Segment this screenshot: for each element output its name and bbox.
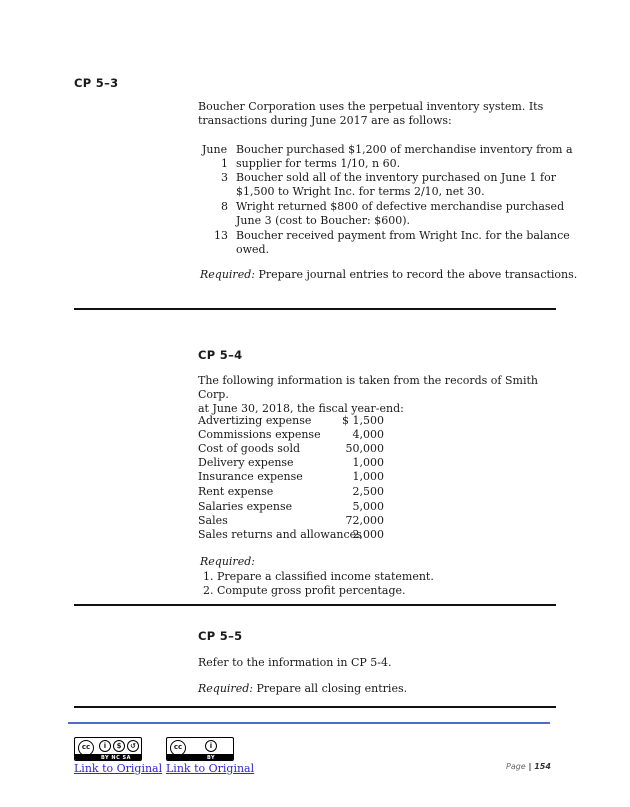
noncommercial-icon: $ [113, 740, 125, 752]
account-name: Commissions expense [198, 428, 321, 441]
cp54-heading: CP 5–4 [198, 348, 243, 362]
cp54-intro: The following information is taken from the records of Smith Corp. at June 30, 2018, the fiscal year-end: [198, 374, 538, 415]
attribution-icon: i [99, 740, 111, 752]
account-amount: 1,000 [352, 456, 384, 469]
cp53-required: Required: Prepare journal entries to record the above transactions. [200, 268, 578, 281]
account-amount: 4,000 [352, 428, 384, 441]
cc-logo-icon: cc [78, 740, 94, 756]
cp55-required: Required: Prepare all closing entries. [198, 682, 408, 695]
page-number: Page | 154 [506, 762, 551, 771]
account-name: Delivery expense [198, 456, 294, 469]
day-1: 1 [221, 157, 228, 170]
transaction-line: Boucher sold all of the inventory purchased on June 1 for [236, 171, 556, 184]
link-to-original[interactable]: Link to Original [74, 762, 163, 775]
account-amount: 2,000 [352, 528, 384, 541]
day-3: 3 [221, 171, 228, 184]
cp55-heading: CP 5–5 [198, 629, 243, 643]
sharealike-icon: ↺ [127, 740, 139, 752]
cp53-heading: CP 5–3 [74, 76, 119, 90]
cp54-required-label: Required: [200, 555, 255, 568]
badge-label: BY NC SA [101, 755, 131, 761]
transaction-line: Boucher purchased $1,200 of merchandise inventory from a [236, 143, 573, 156]
badge-label: BY [207, 755, 216, 761]
account-amount: 1,000 [352, 470, 384, 483]
transaction-line: Wright returned $800 of defective merchandise purchased [236, 200, 565, 213]
day-13: 13 [214, 229, 228, 242]
footer-rule [68, 722, 550, 724]
transaction-line: supplier for terms 1/10, n 60. [236, 157, 401, 170]
link-to-original[interactable]: Link to Original [166, 762, 255, 775]
cp54-required-item: 1. Prepare a classified income statement. [203, 570, 434, 583]
attribution-icon: i [205, 740, 217, 752]
transaction-line: owed. [236, 243, 270, 256]
account-amount: 5,000 [352, 500, 384, 513]
section-divider [74, 604, 556, 606]
cc-by-badge[interactable] [166, 737, 234, 761]
account-amount: 72,000 [345, 514, 384, 527]
section-divider [74, 308, 556, 310]
account-amount: 50,000 [345, 442, 384, 455]
account-name: Advertizing expense [198, 414, 312, 427]
account-amount: $ 1,500 [342, 414, 384, 427]
section-divider [74, 706, 556, 708]
transaction-line: Boucher received payment from Wright Inc. for the balance [236, 229, 570, 242]
account-name: Insurance expense [198, 470, 303, 483]
cp53-intro: Boucher Corporation uses the perpetual inventory system. Its transactions during June 2017 are as follows: [198, 100, 544, 127]
transaction-line: June 3 (cost to Boucher: $600). [236, 214, 411, 227]
account-name: Cost of goods sold [198, 442, 301, 455]
account-name: Sales returns and allowances [198, 528, 362, 541]
cp54-required-item: 2. Compute gross profit percentage. [203, 584, 406, 597]
cp55-intro: Refer to the information in CP 5-4. [198, 656, 392, 669]
day-8: 8 [221, 200, 228, 213]
cc-by-nc-sa-badge[interactable] [74, 737, 142, 761]
cc-logo-icon: cc [170, 740, 186, 756]
account-name: Sales [198, 514, 228, 527]
month-label: June [202, 143, 228, 156]
account-name: Salaries expense [198, 500, 293, 513]
account-amount: 2,500 [352, 485, 384, 498]
transaction-line: $1,500 to Wright Inc. for terms 2/10, net 30. [236, 185, 485, 198]
account-name: Rent expense [198, 485, 274, 498]
